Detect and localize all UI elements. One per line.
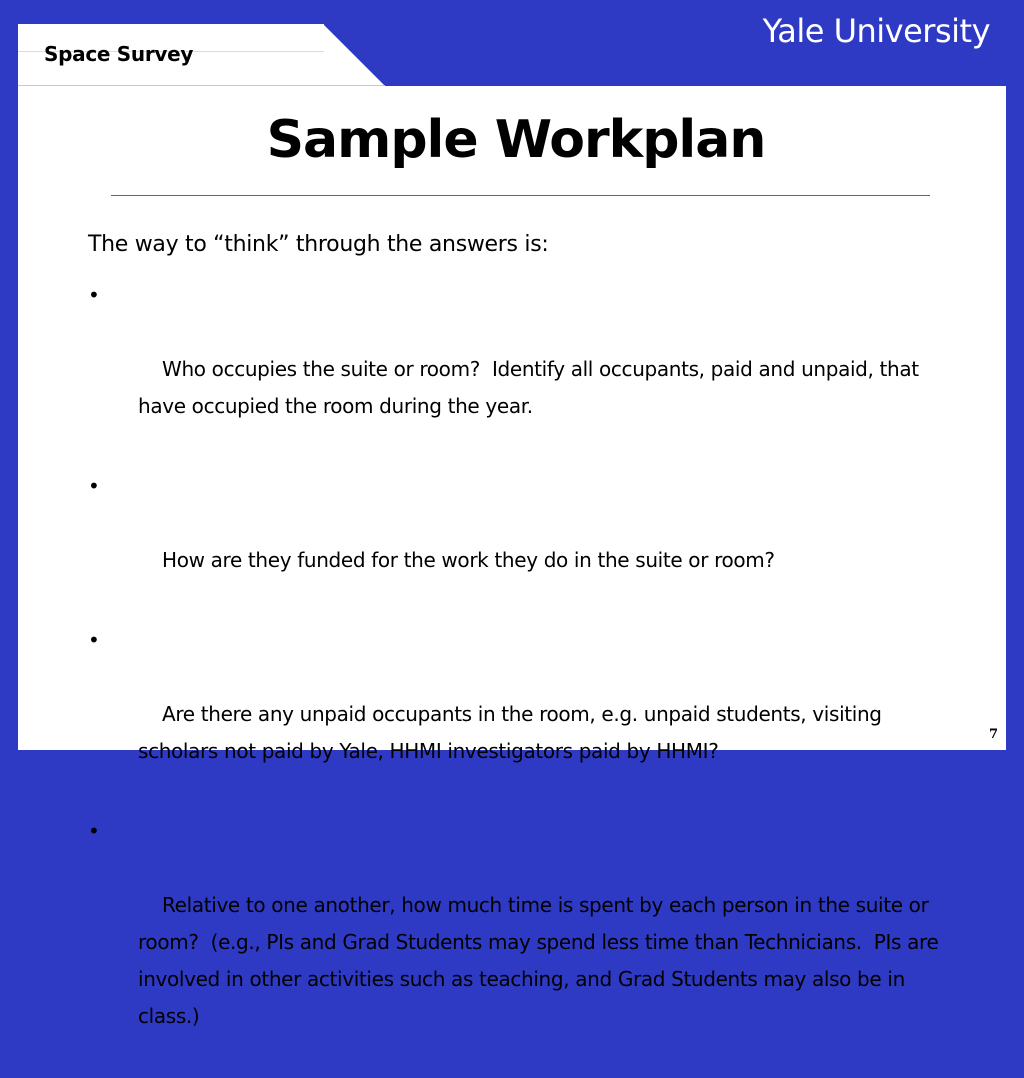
bullet-glyph: •	[88, 628, 100, 652]
section-tab-corner	[323, 24, 385, 86]
intro-text: The way to “think” through the answers is:	[88, 232, 549, 257]
bullet-list	[84, 277, 954, 1078]
bullet-glyph: •	[88, 474, 100, 498]
bullet-glyph: •	[88, 819, 100, 843]
bullet-text: Who occupies the suite or room? Identify all occupants, paid and unpaid, that have occupied the room during the year.	[138, 357, 925, 418]
bullet-item	[84, 813, 954, 1072]
section-tab-baseline	[18, 85, 385, 86]
bullet-item	[84, 277, 954, 462]
bullet-item	[84, 622, 954, 807]
slide-title: Sample Workplan	[266, 110, 766, 170]
bullet-item	[84, 468, 954, 616]
bullet-text: How are they funded for the work they do in the suite or room?	[162, 548, 775, 572]
bullet-text: Relative to one another, how much time is spent by each person in the suite or room? (e.g., PIs and Grad Students may spend less time than Technicians. PIs are involved in other activities such as teaching, and Grad Students may also be in class.)	[138, 893, 945, 1028]
bullet-glyph: •	[88, 283, 100, 307]
bullet-text: Are there any unpaid occupants in the room, e.g. unpaid students, visiting scholars not paid by Yale, HHMI investigators paid by HHMI?	[138, 702, 888, 763]
brand-name: Yale University	[762, 12, 990, 50]
section-label: Space Survey	[44, 42, 194, 66]
title-divider	[111, 195, 930, 196]
page-number: 7	[988, 727, 998, 742]
